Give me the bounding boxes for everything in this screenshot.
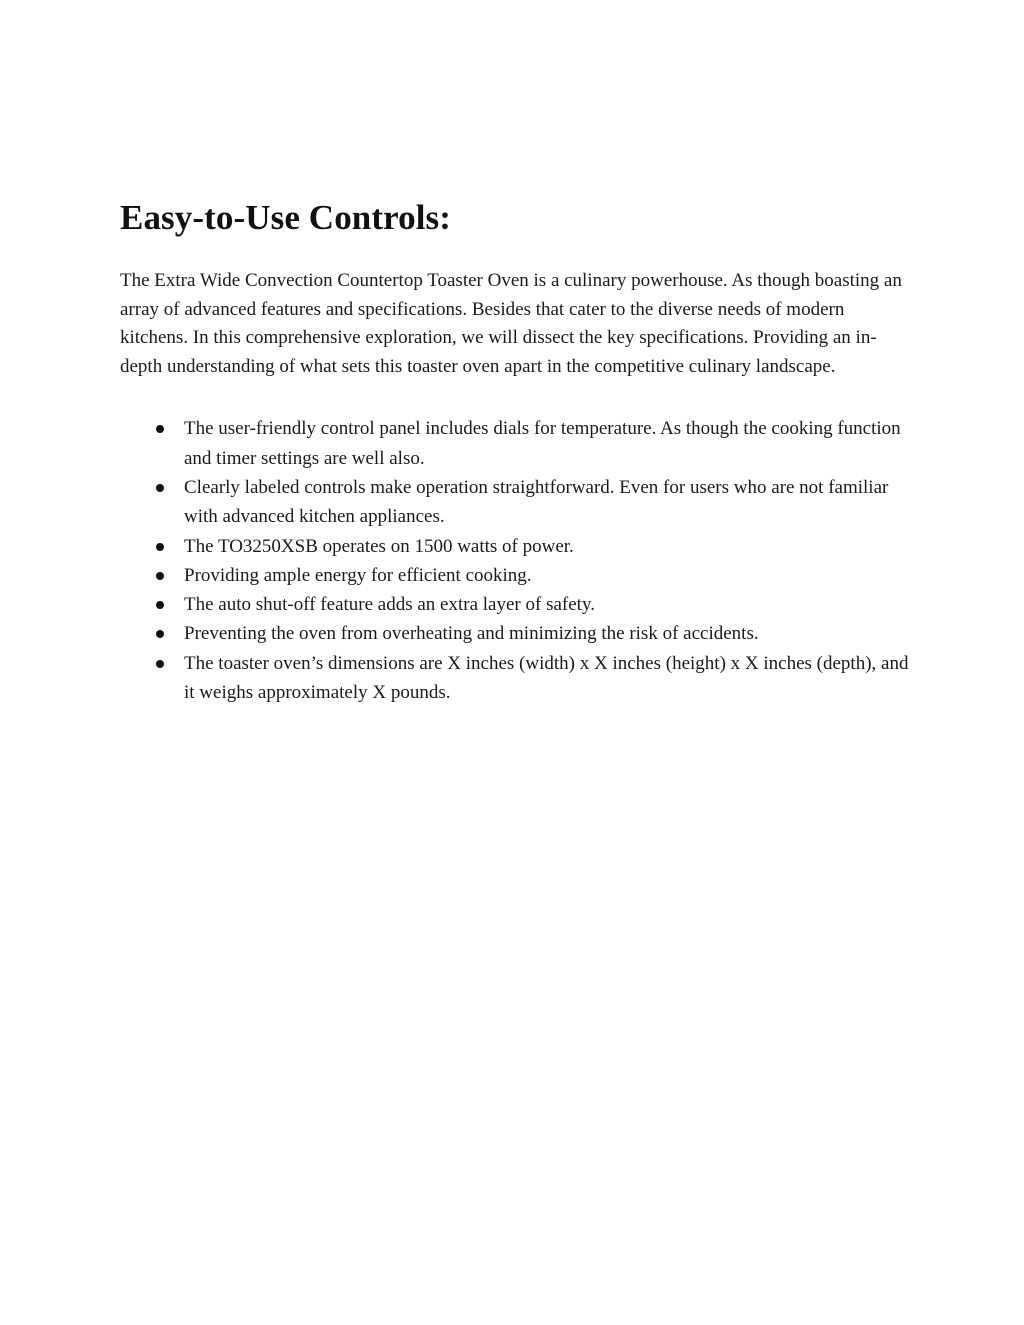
bullet-icon <box>156 630 164 638</box>
bullet-item <box>120 561 910 590</box>
bullet-text: The auto shut-off feature adds an extra layer of safety. <box>184 594 595 616</box>
bullet-icon <box>156 484 164 492</box>
document-page <box>120 196 910 707</box>
bullet-text: The toaster oven’s dimensions are X inches (width) x X inches (height) x X inches (depth), and it weighs approximately X pounds. <box>184 652 909 704</box>
intro-paragraph: The Extra Wide Convection Countertop Toaster Oven is a culinary powerhouse. As though boasting an array of advanced features and specifications. Besides that cater to the diverse needs of modern kitchens. In this comprehensive exploration, we will dissect the key specifications. Providing an in-depth understanding of what sets this toaster oven apart in the competitive culinary landscape. <box>120 270 902 377</box>
bullet-icon <box>156 660 164 668</box>
section-heading: Easy-to-Use Controls: <box>120 198 452 237</box>
bullet-item <box>120 649 910 708</box>
bullet-item <box>120 473 910 532</box>
bullet-icon <box>156 543 164 551</box>
bullet-text: Clearly labeled controls make operation straightforward. Even for users who are not familiar with advanced kitchen appliances. <box>184 476 889 528</box>
bullet-item <box>120 532 910 561</box>
bullet-item <box>120 414 910 473</box>
bullet-text: Providing ample energy for efficient cooking. <box>184 564 532 586</box>
bullet-list <box>120 414 910 707</box>
bullet-icon <box>156 425 164 433</box>
bullet-item <box>120 619 910 648</box>
bullet-item <box>120 590 910 619</box>
bullet-text: Preventing the oven from overheating and minimizing the risk of accidents. <box>184 623 759 645</box>
bullet-icon <box>156 572 164 580</box>
bullet-text: The user-friendly control panel includes dials for temperature. As though the cooking function and timer settings are well also. <box>184 418 901 469</box>
bullet-text: The TO3250XSB operates on 1500 watts of power. <box>184 535 574 557</box>
bullet-icon <box>156 601 164 609</box>
